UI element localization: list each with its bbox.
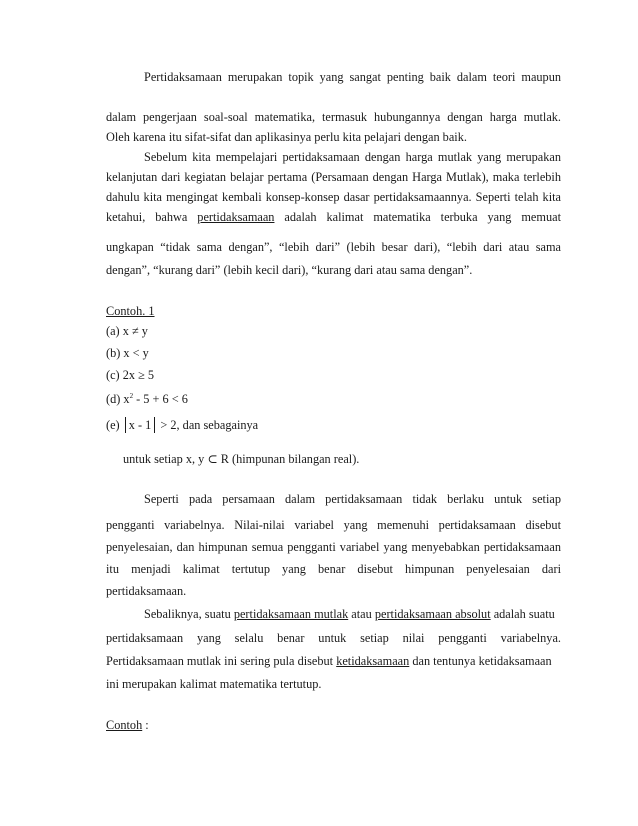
- example-d-post: - 5 + 6 < 6: [133, 392, 188, 406]
- term-pertidaksamaan-absolut: pertidaksamaan absolut: [374, 607, 491, 621]
- contoh2-heading: Contoh: [106, 718, 143, 732]
- para2-line6: dengan”, “kurang dari” (lebih kecil dari), “kurang dari atau sama dengan”.: [106, 263, 473, 277]
- term-ketidaksamaan: ketidaksamaan: [336, 654, 410, 668]
- para2-line4-text-b: adalah kalimat matematika terbuka yang memuat: [274, 210, 561, 224]
- para1-line2: dalam pengerjaan soal-soal matematika, termasuk hubungannya dengan harga mutlak.: [106, 110, 561, 124]
- para4-line1-text-a: Sebaliknya, suatu: [144, 607, 234, 621]
- contoh1-heading: Contoh. 1: [106, 304, 155, 318]
- para2-line4: [106, 210, 561, 224]
- para4-line1: [144, 607, 561, 621]
- para4-line1-text-c: adalah suatu: [490, 607, 555, 621]
- para3-line5: pertidaksamaan.: [106, 584, 187, 598]
- contoh2-colon: :: [142, 718, 149, 732]
- para4-line3: [106, 654, 561, 668]
- example-d-pre: (d) x: [106, 392, 130, 406]
- para3-line1: Seperti pada persamaan dalam pertidaksamaan tidak berlaku untuk setiap: [144, 492, 561, 506]
- example-e-post: > 2, dan sebagainya: [160, 418, 259, 432]
- contoh1-note: untuk setiap x, y ⊂ R (himpunan bilangan real).: [123, 452, 360, 466]
- para3-line3: penyelesaian, dan himpunan semua pengganti variabel yang menyebabkan pertidaksamaan: [106, 540, 561, 554]
- para2-line5: ungkapan “tidak sama dengan”, “lebih dari” (lebih besar dari), “lebih dari atau sama: [106, 240, 561, 254]
- example-c: (c) 2x ≥ 5: [106, 368, 155, 382]
- term-pertidaksamaan: pertidaksamaan: [197, 210, 275, 224]
- para4-line3-text-b: dan tentunya ketidaksamaan: [409, 654, 552, 668]
- example-d-exponent: 2: [129, 391, 134, 400]
- term-pertidaksamaan-mutlak: pertidaksamaan mutlak: [233, 607, 349, 621]
- example-b: (b) x < y: [106, 346, 149, 360]
- para4-line2: pertidaksamaan yang selalu benar untuk setiap nilai pengganti variabelnya.: [106, 631, 561, 645]
- para4-line1-text-b: atau: [348, 607, 375, 621]
- para2-line4-text-a: ketahui, bahwa: [106, 210, 198, 224]
- para3-line4: itu menjadi kalimat tertutup yang benar disebut himpunan penyelesaian dari: [106, 562, 561, 576]
- para2-line1: Sebelum kita mempelajari pertidaksamaan dengan harga mutlak yang merupakan: [144, 150, 561, 164]
- para2-line2: kelanjutan dari kegiatan belajar pertama (Persamaan dengan Harga Mutlak), maka terlebih: [106, 170, 561, 184]
- absolute-value-expression: x - 1: [125, 417, 156, 433]
- para1-line3: Oleh karena itu sifat-sifat dan aplikasinya perlu kita pelajari dengan baik.: [106, 130, 467, 144]
- example-e-pre: (e): [106, 418, 120, 432]
- contoh2-heading-line: [106, 718, 561, 732]
- para4-line4: ini merupakan kalimat matematika tertutup.: [106, 677, 322, 691]
- para4-line3-text-a: Pertidaksamaan mutlak ini sering pula disebut: [106, 654, 337, 668]
- example-a: (a) x ≠ y: [106, 324, 148, 338]
- para2-line3: dahulu kita mengingat kembali konsep-konsep dasar pertidaksamaannya. Seperti telah kita: [106, 190, 561, 204]
- example-d: [106, 392, 561, 406]
- para3-line2: pengganti variabelnya. Nilai-nilai variabel yang memenuhi pertidaksamaan disebut: [106, 518, 561, 532]
- para1-line1: Pertidaksamaan merupakan topik yang sangat penting baik dalam teori maupun: [144, 70, 561, 84]
- example-e: [106, 417, 561, 433]
